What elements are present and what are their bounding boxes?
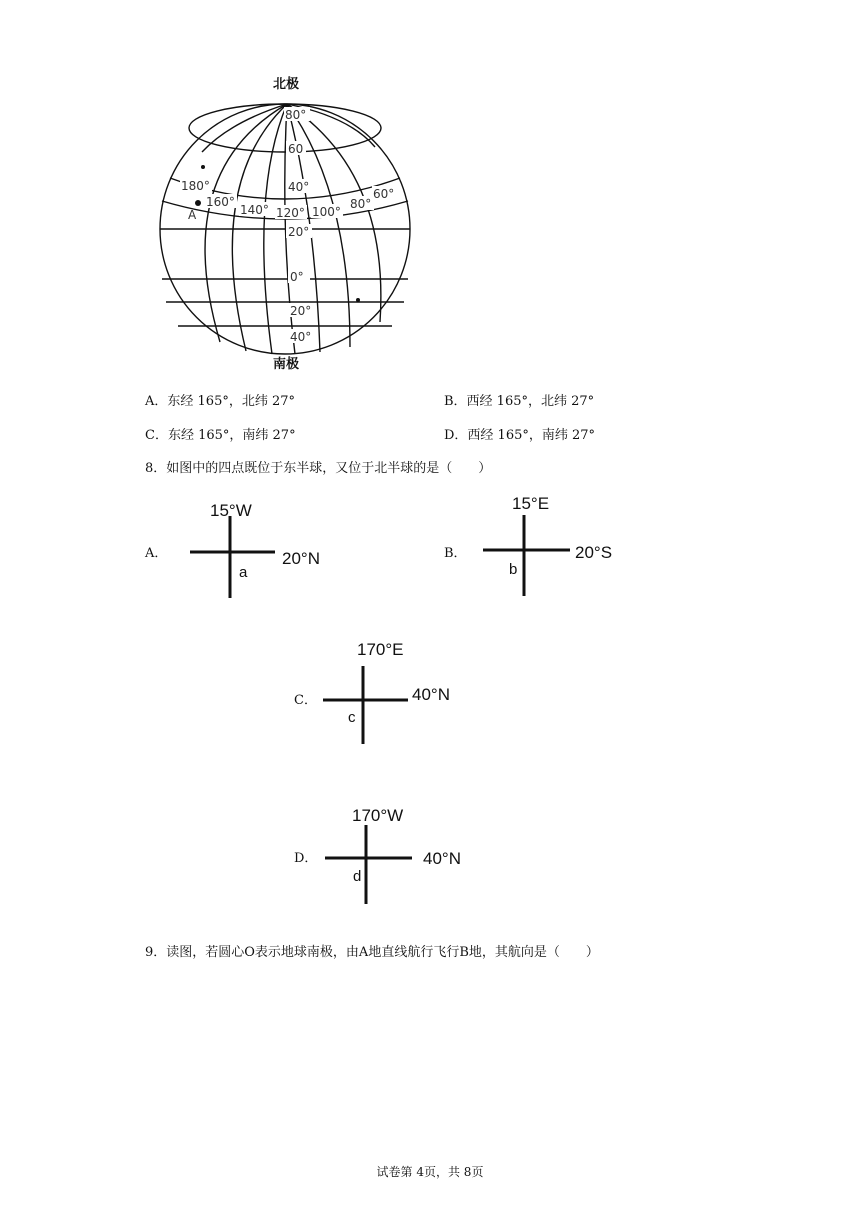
lon-label-140: 140° [240, 203, 269, 217]
q8-option-b-figure [478, 490, 638, 600]
page-footer: 试卷第 4页，共 8页 [376, 1165, 484, 1179]
q8-option-c-prefix[interactable]: C． [294, 693, 317, 708]
q9-stem: 9．读图，若圆心O表示地球南极，由A地直线航行飞行B地，其航向是（ ） [145, 945, 599, 960]
q8-d-point-label: d [353, 868, 362, 885]
q8-option-a-prefix[interactable]: A． [145, 546, 168, 561]
q8-c-lat-label: 40°N [412, 685, 450, 704]
globe-marker-dot [201, 165, 205, 169]
lat-label-40n: 40° [288, 180, 310, 194]
point-a-marker [195, 200, 201, 206]
globe-marker-dot [356, 298, 360, 302]
q8-option-c-figure [318, 636, 478, 748]
lon-label-60: 60° [373, 187, 395, 201]
lon-label-100: 100° [312, 205, 341, 219]
q8-b-point-label: b [509, 561, 518, 578]
lon-label-80: 80° [350, 197, 372, 211]
lat-label-60n: 60 [288, 142, 304, 156]
q8-b-lon-label: 15°E [512, 494, 550, 513]
q8-d-lat-label: 40°N [423, 849, 461, 868]
q8-d-lon-label: 170°W [352, 806, 404, 825]
q8-option-d-figure [320, 800, 480, 908]
lon-label-180: 180° [181, 179, 210, 193]
q7-option-b[interactable]: B．西经 165°，北纬 27° [444, 394, 595, 409]
lat-label-equator: 0° [290, 270, 304, 284]
lat-label-20s: 20° [290, 304, 312, 318]
north-pole-label: 北极 [273, 77, 300, 92]
q8-a-point-label: a [239, 564, 248, 581]
lat-label-40s: 40° [290, 330, 312, 344]
q8-option-a-figure [180, 496, 340, 602]
point-a-label: A [188, 208, 197, 222]
q7-option-d[interactable]: D．西经 165°，南纬 27° [444, 428, 596, 443]
q8-a-lon-label: 15°W [210, 501, 252, 520]
q8-option-d-prefix[interactable]: D． [294, 851, 318, 866]
q8-c-point-label: c [348, 709, 356, 726]
lat-label-80n: 80° [285, 108, 307, 122]
globe-graticule [160, 104, 410, 354]
q7-option-a[interactable]: A．东经 165°，北纬 27° [145, 394, 296, 409]
globe-figure [150, 72, 430, 372]
q8-b-lat-label: 20°S [575, 543, 613, 562]
lon-label-120: 120° [276, 206, 305, 220]
q8-stem: 8．如图中的四点既位于东半球，又位于北半球的是（ ） [145, 461, 492, 476]
q8-a-lat-label: 20°N [282, 549, 320, 568]
q8-c-lon-label: 170°E [357, 640, 404, 659]
lat-label-20n: 20° [288, 225, 310, 239]
q7-option-c[interactable]: C．东经 165°，南纬 27° [145, 428, 296, 443]
south-pole-label: 南极 [273, 357, 300, 372]
q8-option-b-prefix[interactable]: B． [444, 546, 467, 561]
lon-label-160: 160° [206, 195, 235, 209]
